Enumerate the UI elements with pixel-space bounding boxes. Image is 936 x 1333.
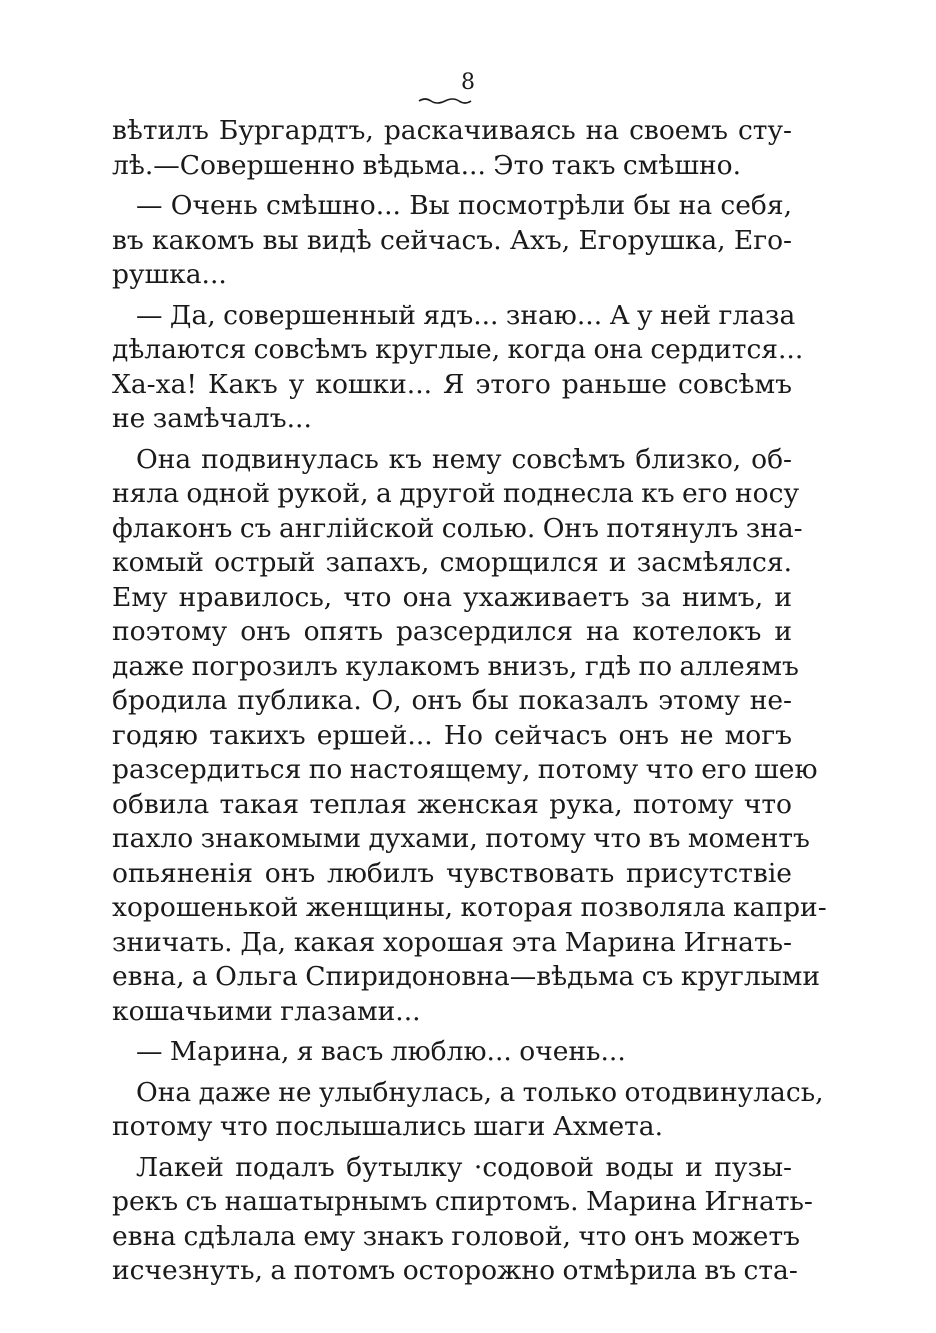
paragraph <box>112 189 792 293</box>
text-line: даже погрозилъ кулакомъ внизъ, гдѣ по аллеямъ <box>112 650 799 682</box>
text-line: не замѣчалъ... <box>112 403 312 434</box>
text-line: — Да, совершенный ядъ... знаю... А у ней глаза <box>136 299 796 331</box>
text-line: обвила такая теплая женская рука, потому что <box>112 788 792 820</box>
text-line: разсердиться по настоящему, потому что его шею <box>112 754 818 785</box>
text-line: лѣ.—Совершенно вѣдьма... Это такъ смѣшно. <box>112 149 742 181</box>
text-line: дѣлаются совсѣмъ круглые, когда она сердится... <box>112 334 804 365</box>
text-line: хорошенькой женщины, которая позволяла капри- <box>112 892 827 923</box>
text-line: Лакей подалъ бутылку ·содовой воды и пузы- <box>136 1151 792 1183</box>
text-line: Она подвинулась къ нему совсѣмъ близко, об- <box>136 443 792 475</box>
text-line: Она даже не улыбнулась, а только отодвинулась, <box>136 1076 824 1108</box>
text-line: евна, а Ольга Спиридоновна—вѣдьма съ круглыми <box>112 961 821 992</box>
text-line: евна сдѣлала ему знакъ головой, что онъ можетъ <box>112 1220 801 1252</box>
text-line: Ему нравилось, что она ухаживаетъ за нимъ, и <box>112 581 792 613</box>
text-line: рекъ съ нашатырнымъ спиртомъ. Марина Игнать- <box>112 1186 813 1217</box>
text-line: потому что послышались шаги Ахмета. <box>112 1111 664 1142</box>
text-line: рушка... <box>112 259 227 290</box>
text-line: исчезнуть, а потомъ осторожно отмѣрила въ ста- <box>112 1255 798 1286</box>
paragraph <box>112 1076 824 1145</box>
paragraph <box>112 443 827 1030</box>
paragraph <box>112 1035 792 1070</box>
text-line: — Очень смѣшно... Вы посмотрѣли бы на себя, <box>136 190 792 221</box>
paragraph <box>112 299 804 437</box>
text-line: вѣтилъ Бургардтъ, раскачиваясь на своемъ сту- <box>112 115 792 146</box>
paragraph <box>112 114 792 183</box>
text-line: — Марина, я васъ люблю... очень... <box>136 1036 626 1067</box>
text-line: поэтому онъ опять разсердился на котелокъ и <box>112 616 792 647</box>
text-line: няла одной рукой, а другой поднесла къ его носу <box>112 478 800 509</box>
text-line: флаконъ съ англійской солью. Онъ потянулъ зна- <box>112 512 803 544</box>
text-line: въ какомъ вы видѣ сейчасъ. Ахъ, Егорушка, Его- <box>112 224 792 256</box>
body-text <box>112 114 827 1295</box>
text-line: опьяненія онъ любилъ чувствовать присутствіе <box>112 857 792 889</box>
page-number: 8 <box>461 70 475 95</box>
text-line: бродила публика. О, онъ бы показалъ этому не- <box>112 685 792 716</box>
text-line: пахло знакомыми духами, потому что въ моментъ <box>112 823 810 854</box>
text-line: комый острый запахъ, сморщился и засмѣялся. <box>112 547 792 578</box>
paragraph <box>112 1151 813 1289</box>
page-number-ornament-icon <box>418 96 472 104</box>
text-line: годяю такихъ ершей... Но сейчасъ онъ не могъ <box>112 719 792 751</box>
text-line: Ха-ха! Какъ у кошки... Я этого раньше совсѣмъ <box>112 368 792 400</box>
text-line: зничать. Да, какая хорошая эта Марина Игнать- <box>112 926 792 958</box>
text-line: кошачьими глазами... <box>112 995 421 1027</box>
